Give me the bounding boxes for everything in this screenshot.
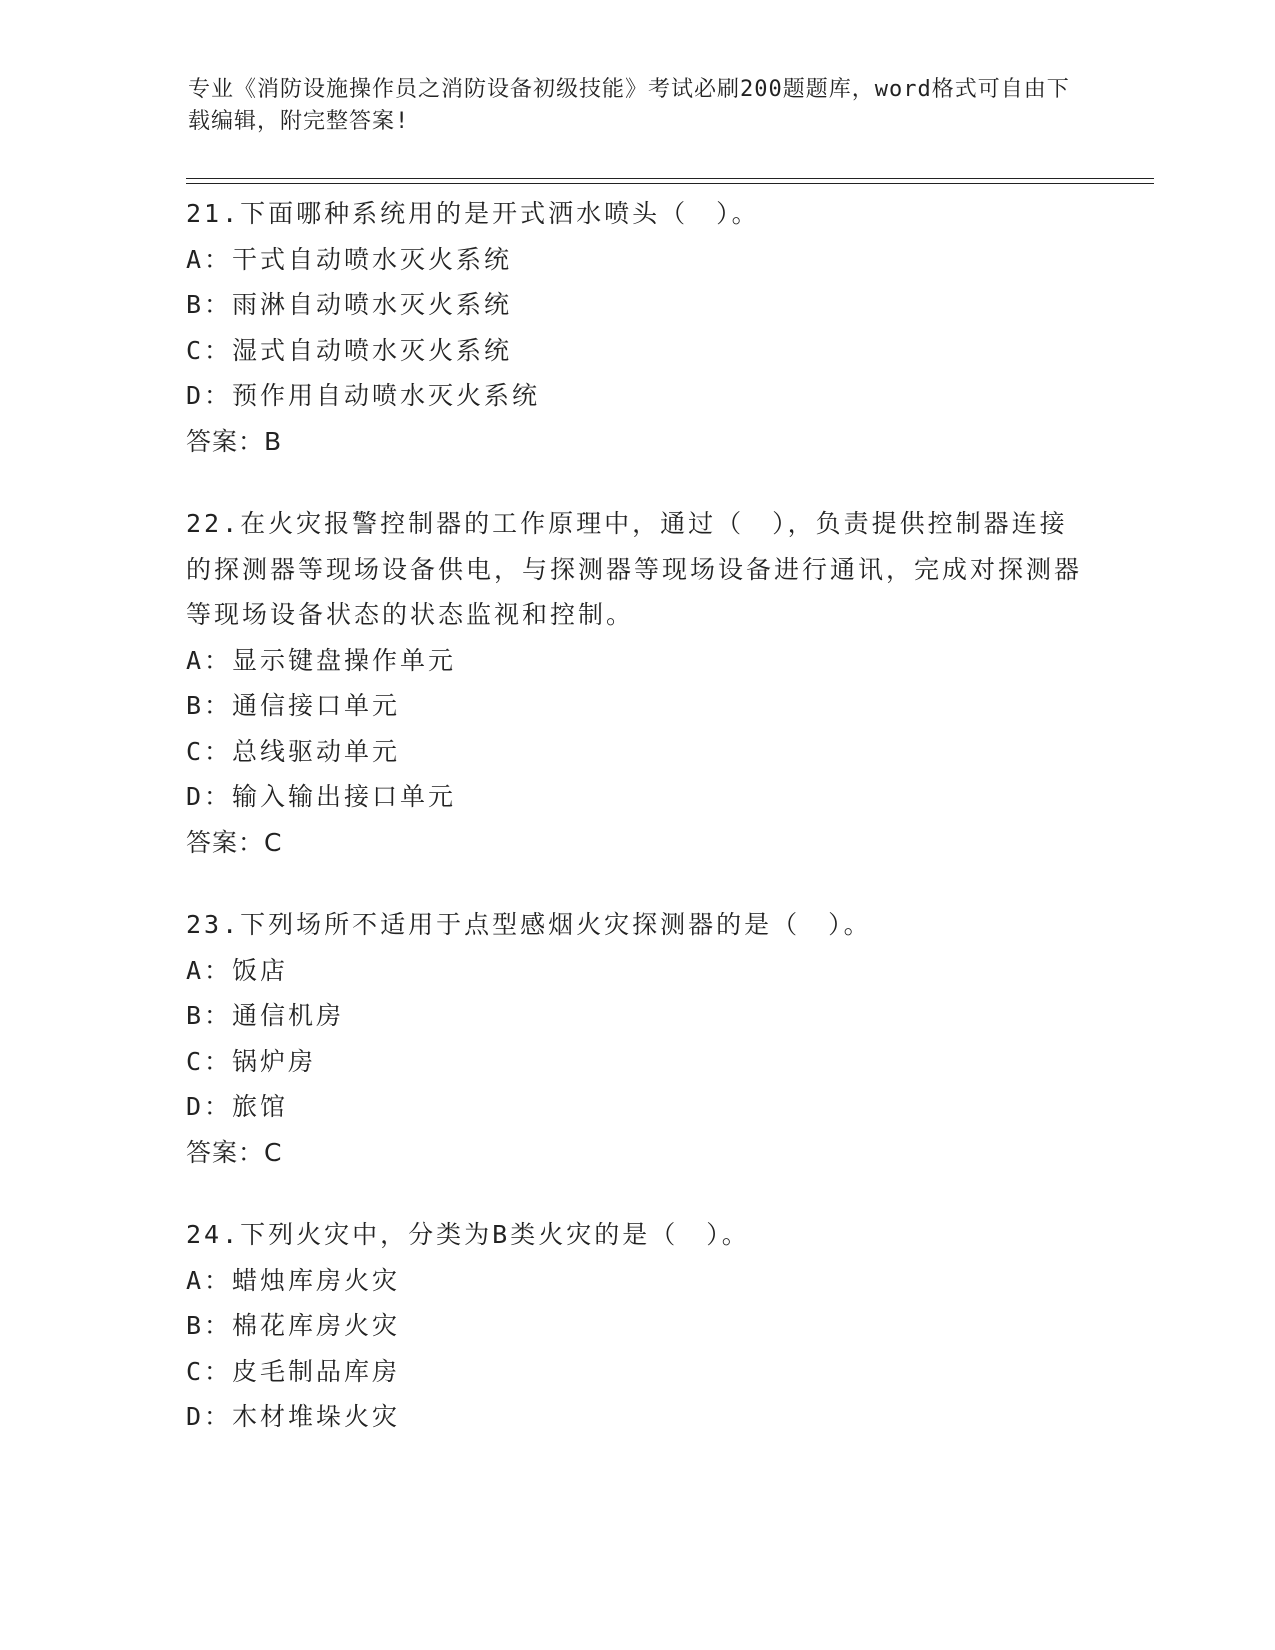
option-c: C：锅炉房 (186, 1046, 317, 1076)
header-divider-top (186, 178, 1154, 179)
question-text: 23.下列场所不适用于点型感烟火灾探测器的是（ ）。 (186, 910, 872, 939)
question-item (186, 191, 1086, 464)
header-divider-bottom (186, 183, 1154, 184)
option-a: A：干式自动喷水灭火系统 (186, 244, 513, 274)
option-a: A：蜡烛库房火灾 (186, 1265, 401, 1295)
option-b: B：通信机房 (186, 1001, 345, 1030)
option-b: B：通信接口单元 (186, 691, 401, 720)
option-c: C：皮毛制品库房 (186, 1356, 401, 1386)
option-d: D：输入输出接口单元 (186, 782, 457, 811)
question-list (186, 191, 1086, 1477)
question-item (186, 501, 1086, 865)
option-c: C：总线驱动单元 (186, 736, 401, 766)
question-item (186, 902, 1086, 1175)
question-text: 24.下列火灾中，分类为B类火灾的是（ ）。 (186, 1220, 750, 1249)
question-text: 21.下面哪种系统用的是开式洒水喷头（ ）。 (186, 199, 760, 228)
option-c: C：湿式自动喷水灭火系统 (186, 335, 513, 365)
question-text: 22.在火灾报警控制器的工作原理中，通过（ ），负责提供控制器连接的探测器等现场设备供电，与探测器等现场设备进行通讯，完成对探测器等现场设备状态的状态监视和控制。 (186, 509, 1083, 629)
option-a: A：显示键盘操作单元 (186, 645, 457, 675)
option-a: A：饭店 (186, 955, 289, 985)
answer-line: 答案：C (186, 1137, 283, 1167)
document-header: 专业《消防设施操作员之消防设备初级技能》考试必刷200题题库，word格式可自由下载编辑，附完整答案! (188, 77, 1070, 134)
option-b: B：雨淋自动喷水灭火系统 (186, 290, 513, 319)
option-d: D：预作用自动喷水灭火系统 (186, 381, 541, 410)
answer-line: 答案：B (186, 426, 283, 456)
answer-line: 答案：C (186, 827, 283, 857)
question-item (186, 1212, 1086, 1440)
option-d: D：旅馆 (186, 1092, 289, 1121)
option-d: D：木材堆垛火灾 (186, 1402, 401, 1431)
option-b: B：棉花库房火灾 (186, 1311, 401, 1340)
